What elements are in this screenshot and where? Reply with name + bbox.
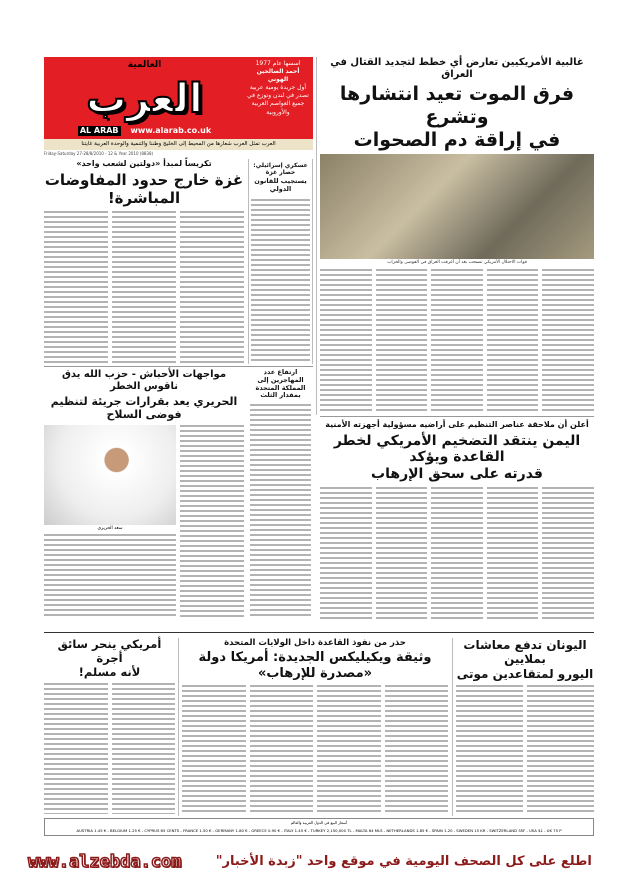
column-divider [178,638,179,816]
promo-banner [28,845,618,879]
taxi-body-col [112,683,176,814]
lead-body-col [376,269,428,413]
yemen-body-col [487,487,539,620]
hariri-caption: سعد الحريري [97,526,123,532]
greece-headline-2: اليورو لمتقاعدين موتى [456,666,594,681]
wikileaks-body-col [385,685,449,814]
greece-body-col [527,685,594,814]
gaza-body-col [180,211,244,364]
yemen-body [320,487,594,620]
hariri-photo-col [44,425,176,619]
lead-body-col [542,269,594,413]
sidebar-headline-1: عسكري إسرائيلي: حصار غزة [253,162,308,177]
lead-headline-1: فرق الموت تعيد انتشارها وتشرع [339,83,575,128]
wikileaks-headline-1: وثيقة ويكيليكس الجديدة: أمريكا دولة [198,650,432,666]
yemen-kicker: أعلن أن ملاحقة عناصر التنظيم على أراضيه مسؤولية أجهزته الأمنية [325,420,589,429]
section-divider [44,632,594,633]
price-box [44,818,594,836]
taxi-headline-2: لأنه مسلم! [78,664,141,679]
lead-photo-soldiers [320,154,594,259]
hariri-kicker: مواجهات الأحباش - حزب الله يدق ناقوس الخطر [61,369,227,392]
masthead-website: www.alarab.co.uk [130,126,212,135]
wikileaks-body [182,685,448,814]
greece-story [456,638,594,814]
gaza-body-col [112,211,176,364]
founder-text: أحمد الصالحين الهوني [256,68,300,84]
yemen-story [320,420,594,620]
masthead-logo-area [48,60,241,136]
hariri-photo [44,425,176,525]
greece-body [456,685,594,814]
masthead-bottom-row [78,126,211,136]
lead-body-col [431,269,483,413]
hariri-body-area [44,425,244,619]
column-divider [316,57,317,415]
lead-body-col [320,269,372,413]
masthead-latin: AL ARAB [79,126,119,135]
wikileaks-body-col [250,685,314,814]
dateline: Friday-Saturday 27-28/8/2010 - 12 & Year 2010 (8838) [44,151,154,156]
promo-banner-url[interactable]: www.alzebda.com [28,852,182,872]
prices-english: AUSTRIA 1.45 € - BELGIUM 1.25 € - CYPRUS 65 CENTS - FRANCE 1.50 € - GERMANY 1.80 € - GREECE 0.90 € - ITALY 1.45 € - TURKEY 2,150,000 TL - MALTA 64 MLS - NETHERLANDS 1.85 € - SPAIN 1.20 - SWEDEN 15 KR - SWITZERLAND 3SF - USA $1 - UK 75 P [76,828,562,833]
hariri-headline: الحريري يعد بقرارات جريئة لتنظيم فوضى السلاح [50,395,238,422]
taxi-headline-1: أمريكي ينحر سائق أجرة [57,637,162,665]
gaza-body-col [44,211,108,364]
wikileaks-body-col [182,685,246,814]
masthead-logo: العرب [86,75,203,122]
yemen-headline-2: قدرته على سحق الإرهاب [371,466,543,483]
greece-headline-1: اليونان تدفع معاشات بملايين [463,638,587,667]
yemen-body-col [320,487,372,620]
masthead-motto: العرب تمثل العرب شعارها من المحيط إلى الخليج وطننا والتنمية والوحدة العربية غايتنا [44,139,313,150]
tagline-text: أول جريدة يومية عربية تصدر في لندن وتوزع في جميع العواصم العربية والأوروبية [247,84,309,116]
uk-body [250,404,311,619]
hariri-story [44,369,244,619]
yemen-body-col [542,487,594,620]
wikileaks-story [182,638,448,814]
lead-body-col [487,269,539,413]
divider [320,416,594,417]
lead-body [320,269,594,413]
sidebar-body [251,199,310,364]
column-divider [452,638,453,816]
uk-story [248,369,313,619]
lead-story [320,57,594,413]
prices-arabic: أسعار البيع في الدول العربية والعالم [290,820,348,825]
masthead-logo-small: العالمية [127,60,162,70]
lead-photo-caption: قوات الاحتلال الأمريكي تنسحب بعد أن أغرقت العراق في الفوضى والخراب [387,260,527,266]
lead-kicker: غالبية الأمريكيين تعارض أي خطط لتجديد القتال في العراق [330,57,584,80]
gaza-story [44,159,244,364]
uk-headline: ارتفاع عدد المهاجرين إلى المملكة المتحدة بمقدار الثلث [255,368,306,400]
wikileaks-headline-2: «مصدرة للإرهاب» [257,665,373,681]
founded-text: أسسها عام 1977 [255,60,301,67]
wikileaks-kicker: حذر من نفوذ القاعدة داخل الولايات المتحدة [224,638,406,648]
yemen-headline-1: اليمن ينتقد التضخيم الأمريكي لخطر القاعدة ويؤكد [333,432,581,466]
wikileaks-body-col [317,685,381,814]
yemen-body-col [431,487,483,620]
masthead-info [247,60,309,136]
gaza-body [44,211,244,364]
gaza-headline: غزة خارج حدود المفاوضات المباشرة! [44,170,244,207]
taxi-story [44,638,175,814]
sidebar-headline-2: يستجيب للقانون الدولي [254,177,307,194]
sidebar-box [248,159,313,364]
hariri-body [44,534,176,619]
hariri-body-col [180,425,244,619]
yemen-body-col [376,487,428,620]
greece-body-col [456,685,523,814]
promo-banner-text[interactable]: اطلع على كل الصحف اليومية في موقع واحد "زبدة الأخبار" [215,854,592,869]
masthead [44,57,313,139]
gaza-kicker: تكريساً لمبدأ «دولتين لشعب واحد» [76,159,212,168]
divider [44,366,313,367]
taxi-body [44,683,175,814]
taxi-body-col [44,683,108,814]
lead-headline-2: في إراقة دم الصحوات [353,128,561,151]
